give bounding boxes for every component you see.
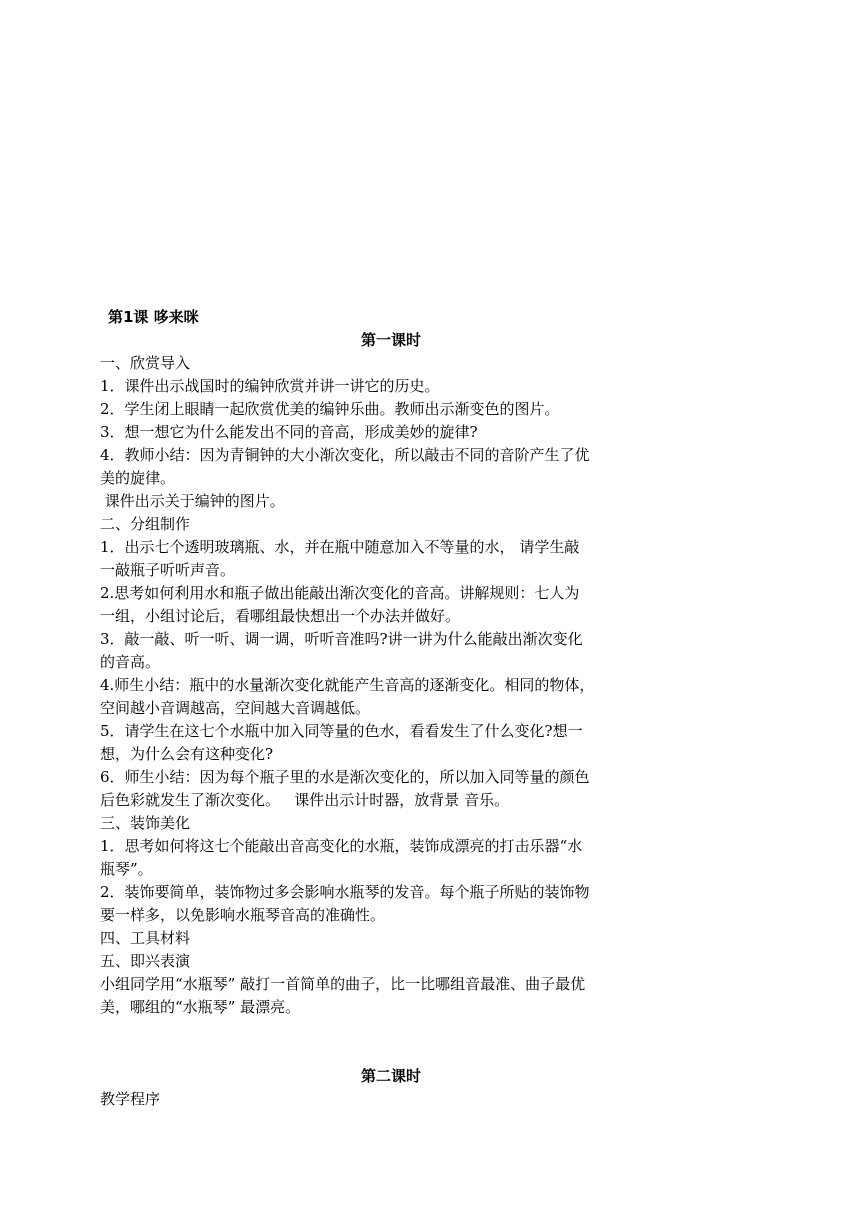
session-1-title: 第一课时 [360, 331, 421, 349]
text-line: 美，哪组的“水瓶琴” 最漂亮。 [100, 998, 301, 1016]
text-line: 教学程序 [100, 1090, 161, 1108]
text-line: 一、欣赏导入 [100, 354, 191, 372]
text-line: 3．敲一敲、听一听、调一调，听听音准吗?讲一讲为什么能敲出渐次变化 [100, 630, 583, 648]
text-line: 三、装饰美化 [100, 814, 191, 832]
text-line: 五、即兴表演 [100, 952, 191, 970]
text-line: 4.师生小结：瓶中的水量渐次变化就能产生音高的逐渐变化。相同的物体， [100, 676, 595, 694]
text-line: 课件出示关于编钟的图片。 [100, 492, 285, 510]
text-line: 的音高。 [100, 653, 161, 671]
text-line: 2.思考如何利用水和瓶子做出能敲出渐次变化的音高。讲解规则：七人为 [100, 584, 580, 602]
text-line: 2．学生闭上眼睛一起欣赏优美的编钟乐曲。教师出示渐变色的图片。 [100, 400, 560, 418]
text-line: 5．请学生在这七个水瓶中加入同等量的色水，看看发生了什么变化?想一 [100, 722, 583, 740]
text-line: 四、工具材料 [100, 929, 191, 947]
text-line: 想，为什么会有这种变化? [100, 745, 274, 763]
text-line: 一敲瓶子听听声音。 [100, 561, 236, 579]
text-line: 3．想一想它为什么能发出不同的音高，形成美妙的旋律? [100, 423, 478, 441]
session-2-title: 第二课时 [360, 1067, 421, 1085]
text-line: 二、分组制作 [100, 515, 191, 533]
text-line: 1．思考如何将这七个能敲出音高变化的水瓶，装饰成漂亮的打击乐器“水 [100, 837, 583, 855]
text-line: 小组同学用“水瓶琴” 敲打一首简单的曲子，比一比哪组音最准、曲子最优 [100, 975, 586, 993]
session-1-body [100, 352, 662, 1019]
session-2-body [100, 1088, 662, 1111]
text-line: 4．教师小结：因为青铜钟的大小渐次变化，所以敲击不同的音阶产生了优 [100, 446, 590, 464]
text-line: 6．师生小结：因为每个瓶子里的水是渐次变化的，所以加入同等量的颜色 [100, 768, 590, 786]
text-line: 空间越小音调越高，空间越大音调越低。 [100, 699, 371, 717]
lesson-title: 第1课 哆来咪 [108, 308, 199, 326]
blank-space [100, 1019, 662, 1065]
text-line: 瓶琴”。 [100, 860, 153, 878]
text-line: 美的旋律。 [100, 469, 176, 487]
text-line: 1．出示七个透明玻璃瓶、水，并在瓶中随意加入不等量的水， 请学生敲 [100, 538, 580, 556]
text-line: 1．课件出示战国时的编钟欣赏并讲一讲它的历史。 [100, 377, 440, 395]
text-line: 后色彩就发生了渐次变化。 课件出示计时器，放背景 音乐。 [100, 791, 510, 809]
text-line: 2．装饰要简单，装饰物过多会影响水瓶琴的发音。每个瓶子所贴的装饰物 [100, 883, 590, 901]
text-line: 要一样多，以免影响水瓶琴音高的准确性。 [100, 906, 386, 924]
document-page [100, 306, 662, 1111]
text-line: 一组，小组讨论后，看哪组最快想出一个办法并做好。 [100, 607, 461, 625]
